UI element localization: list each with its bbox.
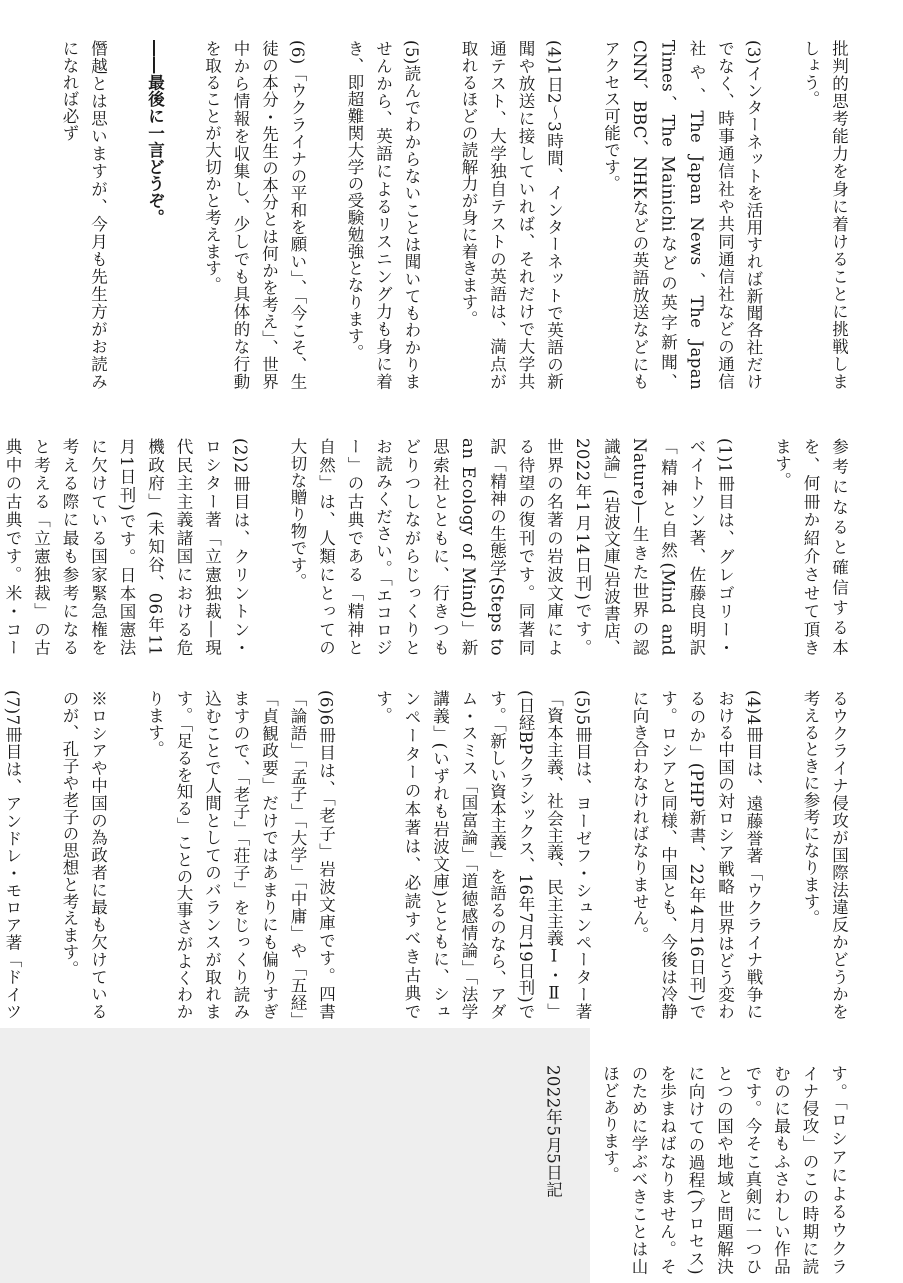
paragraph: (3)インターネットを活用すれば新聞各社だけでなく、時事通信社や共同通信社などの通信社や、The Japan News、The Japan Times、The Mainichiなどの英字新聞、CNN、BBC、NHKなどの英語放送などにもアクセス可能です。: [601, 40, 763, 390]
paragraph: 批判的思考能力を身に着けることに挑戦しましょう。: [801, 40, 849, 390]
paragraph: (4)4冊目は、遠藤誉著「ウクライナ戦争における中国の対ロシア戦略 世界はどう変わるのか」(PHP新書、22年4月16日刊)です。ロシアと同様、中国とも、今後は冷静に向き合わなければなりません。: [630, 690, 763, 1020]
paragraph: (5)5冊目は、ヨーゼフ・シュンペーター著「資本主義、社会主義、民主主義Ⅰ・Ⅱ」(日経BPクラシックス、16年7月19日刊)です。「新しい資本主義」を語るのなら、アダム・スミス「国富論」「道徳感情論」「法学講義」(いずれも岩波文庫)とともに、シュンペーターの本著は、必読すべき古典です。: [373, 690, 592, 1020]
paragraph: (7)7冊目は、アンドレ・モロア著「ドイツ: [3, 690, 22, 1020]
paragraph: (6)6冊目は、「老子」岩波文庫です。四書「論語」「孟子」「大学」「中庸」や「五経」「貞観政要」だけではあまりにも偏りすぎますので、「老子」「荘子」をじっくり読み込むことで人間としてのバランスが取れます。「足るを知る」ことの大事さがよくわかります。: [145, 690, 336, 1020]
paragraph: 僭越とは思いますが、今月も先生方がお読みになれば必ず: [60, 40, 108, 390]
text-block-middle: [3, 438, 881, 656]
paragraph: るウクライナ侵攻が国際法違反かどうかを考えるときに参考になります。: [801, 690, 849, 1020]
paragraph: (6)「ウクライナの平和を願い」、「今こそ、生徒の本分・先生の本分とは何かを考え」、世界中から情報を収集し、少しでも具体的な行動を取ることが大切かと考えます。: [202, 40, 307, 390]
paragraph: (2)2冊目は、クリントン・ロシター著「立憲独裁―現代民主主義諸国における危機政府」(未知谷、06年11月1日刊)です。日本国憲法に欠けている国家緊急権を考える際に最も参考になると考える「立憲独裁」の古典中の古典です。米・コー: [3, 438, 250, 656]
paragraph: (4)1日2〜3時間、インターネットで英語の新聞や放送に接していれば、それだけで大学共通テスト、大学独自テストの英語は、満点が取れるほどの読解力が身に着きます。: [459, 40, 564, 390]
text-block-bottom: [543, 1065, 880, 1275]
paragraph: す。「ロシアによるウクライナ侵攻」のこの時期に読むのに最もふさわしい作品です。今そこ真剣に一つひとつの国や地域と問題解決に向けての過程(プロセス)を歩まねばなりません。そのために学ぶべきことは山ほどあります。: [600, 1065, 848, 1275]
text-block-top: [36, 40, 881, 390]
paragraph: (5)読んでわからないことは聞いてもわかりませんから、英語によるリスニング力も身に着き、即超難関大学の受験勉強となります。: [345, 40, 421, 390]
paragraph: 参考になると確信する本を、何冊か紹介させて頂きます。: [772, 438, 849, 656]
paragraph: ※ロシアや中国の為政者に最も欠けているのが、孔子や老子の思想と考えます。: [60, 690, 108, 1020]
gray-background-panel: [0, 1028, 590, 1283]
paragraph: (1)1冊目は、グレゴリー・ベイトソン著、佐藤良明訳「精神と自然(Mind and Nature)―生きた世界の認識論」(岩波文庫/岩波書店、2022年1月14日刊)です。世界の名著の岩波文庫による待望の復刊です。同著同訳「精神の生態学(Steps to an Ecology of Mind)」新思索社とともに、行きつもどりつしながらじっくりとお読みください。「エコロジー」の古典である「精神と自然」は、人類にとっての大切な贈り物です。: [288, 438, 735, 656]
closing-heading: ――最後に一言どうぞ。: [145, 40, 165, 226]
date-line: 2022年5月5日記: [543, 1065, 563, 1198]
text-block-lower: [3, 690, 881, 1020]
